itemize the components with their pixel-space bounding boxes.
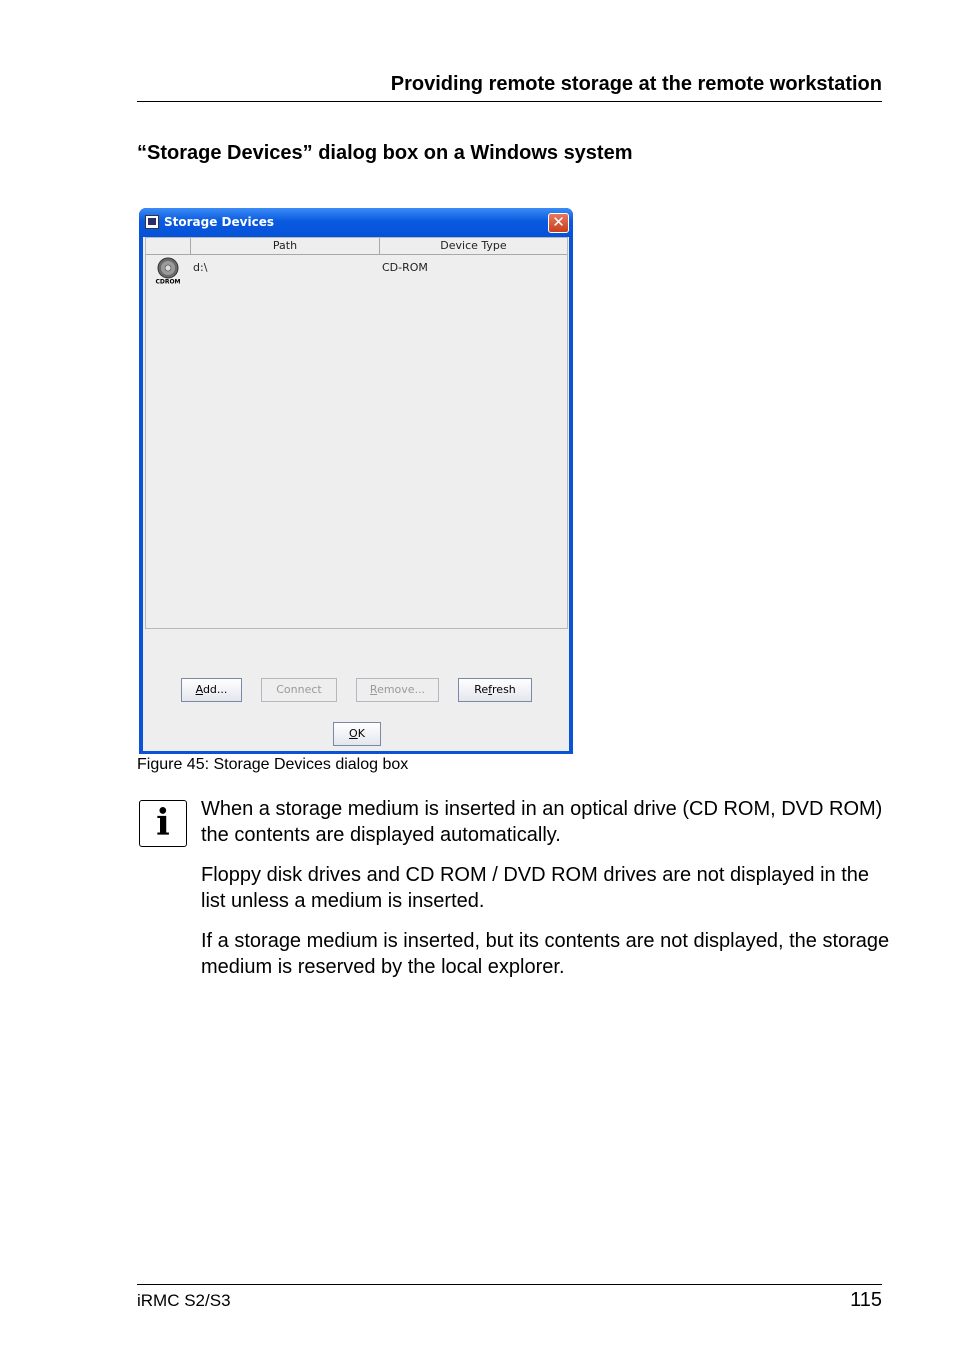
cell-path: d:\ (193, 261, 208, 274)
storage-devices-dialog (139, 208, 573, 754)
running-header (137, 72, 882, 102)
running-header-title: Providing remote storage at the remote workstation (390, 73, 882, 95)
app-window-icon (145, 215, 159, 229)
dialog-title: Storage Devices (164, 215, 274, 229)
section-heading: “Storage Devices” dialog box on a Windows system (137, 142, 633, 164)
remove-button[interactable]: Remove... (356, 678, 439, 702)
table-row[interactable] (146, 255, 567, 283)
paragraph: When a storage medium is inserted in an optical drive (CD ROM, DVD ROM) the contents are displayed automatically. (201, 798, 883, 846)
paragraph: Floppy disk drives and CD ROM / DVD ROM drives are not displayed in the list unless a medium is inserted. (201, 864, 870, 912)
footer-rule (137, 1284, 882, 1285)
dialog-titlebar[interactable] (139, 208, 573, 237)
column-header-device-type[interactable]: Device Type (379, 238, 567, 254)
ok-button[interactable]: OK (333, 722, 381, 746)
cdrom-icon-label: CDROM (155, 278, 181, 285)
connect-button[interactable]: Connect (261, 678, 337, 702)
refresh-button[interactable]: Refresh (458, 678, 532, 702)
dialog-client-area (143, 237, 569, 751)
footer-product: iRMC S2/S3 (137, 1291, 231, 1310)
cdrom-icon (153, 257, 183, 285)
cell-device-type: CD-ROM (382, 261, 428, 274)
figure-caption: Figure 45: Storage Devices dialog box (137, 756, 409, 773)
paragraph: If a storage medium is inserted, but its contents are not displayed, the storage medium is reserved by the local explorer. (201, 930, 890, 978)
info-icon: i (139, 800, 187, 847)
close-button[interactable]: ✕ (548, 213, 569, 233)
column-header-path[interactable]: Path (190, 238, 379, 254)
page-number: 115 (850, 1289, 882, 1311)
add-button[interactable]: Add... (181, 678, 242, 702)
devices-table (145, 237, 568, 629)
table-header (146, 238, 567, 255)
